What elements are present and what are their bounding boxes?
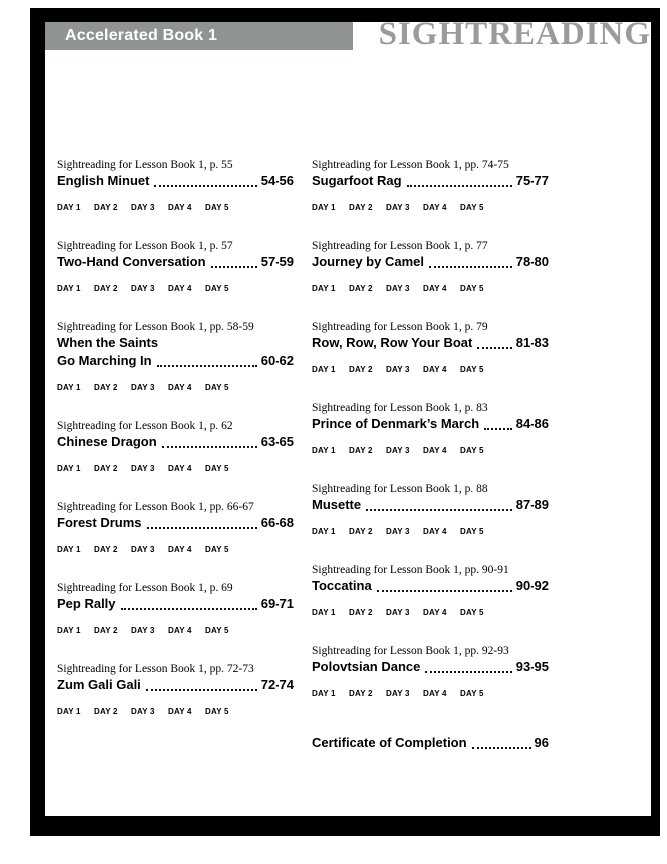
day-3-label: DAY 3 bbox=[131, 707, 155, 716]
entry-caption: Sightreading for Lesson Book 1, pp. 92-93 bbox=[312, 645, 509, 657]
day-5-label: DAY 5 bbox=[205, 545, 229, 554]
entry-title-row bbox=[312, 415, 549, 433]
entry-caption: Sightreading for Lesson Book 1, p. 55 bbox=[57, 159, 233, 171]
day-1-label: DAY 1 bbox=[57, 545, 81, 554]
day-3-label: DAY 3 bbox=[386, 365, 410, 374]
entry-caption: Sightreading for Lesson Book 1, p. 83 bbox=[312, 402, 488, 414]
day-4-label: DAY 4 bbox=[168, 203, 192, 212]
entry-titles bbox=[57, 253, 294, 271]
day-4-label: DAY 4 bbox=[423, 527, 447, 536]
day-5-label: DAY 5 bbox=[460, 689, 484, 698]
toc-column-right bbox=[312, 158, 549, 752]
toc-body bbox=[57, 158, 549, 752]
entry-caption: Sightreading for Lesson Book 1, p. 77 bbox=[312, 240, 488, 252]
day-1-label: DAY 1 bbox=[312, 608, 336, 617]
toc-entry bbox=[57, 419, 294, 473]
day-4-label: DAY 4 bbox=[168, 707, 192, 716]
toc-entry bbox=[312, 482, 549, 536]
toc-entry bbox=[312, 401, 549, 455]
entry-title-row bbox=[57, 433, 294, 451]
day-3-label: DAY 3 bbox=[131, 464, 155, 473]
day-2-label: DAY 2 bbox=[94, 626, 118, 635]
entry-title: English Minuet bbox=[57, 173, 150, 188]
entry-title: Go Marching In bbox=[57, 353, 152, 368]
day-1-label: DAY 1 bbox=[312, 527, 336, 536]
dot-leader bbox=[154, 185, 256, 187]
day-3-label: DAY 3 bbox=[131, 383, 155, 392]
entry-pages: 96 bbox=[534, 735, 549, 750]
entry-pages: 57-59 bbox=[260, 254, 294, 269]
day-3-label: DAY 3 bbox=[386, 203, 410, 212]
entry-caption: Sightreading for Lesson Book 1, pp. 90-91 bbox=[312, 564, 509, 576]
practice-days-row bbox=[312, 446, 549, 455]
entry-pages: 66-68 bbox=[260, 515, 294, 530]
entry-title-row bbox=[57, 253, 294, 271]
entry-titles bbox=[312, 172, 549, 190]
entry-pages: 84-86 bbox=[515, 416, 549, 431]
day-1-label: DAY 1 bbox=[57, 464, 81, 473]
entry-titles bbox=[312, 496, 549, 514]
practice-days-row bbox=[57, 464, 294, 473]
day-4-label: DAY 4 bbox=[423, 446, 447, 455]
entry-caption: Sightreading for Lesson Book 1, p. 88 bbox=[312, 483, 488, 495]
entry-title: Journey by Camel bbox=[312, 254, 424, 269]
dot-leader bbox=[477, 347, 511, 349]
toc-column-left bbox=[57, 158, 294, 752]
entry-pages: 78-80 bbox=[515, 254, 549, 269]
day-5-label: DAY 5 bbox=[460, 284, 484, 293]
entry-titles bbox=[57, 676, 294, 694]
entry-title-row bbox=[312, 658, 549, 676]
day-1-label: DAY 1 bbox=[57, 203, 81, 212]
day-5-label: DAY 5 bbox=[460, 446, 484, 455]
day-1-label: DAY 1 bbox=[57, 626, 81, 635]
toc-entry bbox=[57, 662, 294, 716]
day-2-label: DAY 2 bbox=[349, 689, 373, 698]
day-5-label: DAY 5 bbox=[205, 464, 229, 473]
entry-pages: 81-83 bbox=[515, 335, 549, 350]
entry-caption: Sightreading for Lesson Book 1, pp. 58-59 bbox=[57, 321, 254, 333]
toc-entry bbox=[57, 500, 294, 554]
day-4-label: DAY 4 bbox=[168, 626, 192, 635]
day-1-label: DAY 1 bbox=[312, 284, 336, 293]
day-3-label: DAY 3 bbox=[386, 527, 410, 536]
day-4-label: DAY 4 bbox=[423, 689, 447, 698]
practice-days-row bbox=[57, 203, 294, 212]
practice-days-row bbox=[57, 284, 294, 293]
day-3-label: DAY 3 bbox=[386, 284, 410, 293]
day-3-label: DAY 3 bbox=[131, 203, 155, 212]
toc-entry bbox=[312, 239, 549, 293]
day-2-label: DAY 2 bbox=[349, 284, 373, 293]
entry-titles bbox=[312, 415, 549, 433]
dot-leader bbox=[121, 608, 257, 610]
day-4-label: DAY 4 bbox=[168, 383, 192, 392]
day-1-label: DAY 1 bbox=[312, 365, 336, 374]
practice-days-row bbox=[312, 608, 549, 617]
day-5-label: DAY 5 bbox=[460, 365, 484, 374]
entry-title: Musette bbox=[312, 497, 362, 512]
day-5-label: DAY 5 bbox=[205, 707, 229, 716]
entry-title: Sugarfoot Rag bbox=[312, 173, 402, 188]
practice-days-row bbox=[312, 527, 549, 536]
day-5-label: DAY 5 bbox=[460, 608, 484, 617]
day-5-label: DAY 5 bbox=[205, 626, 229, 635]
entry-title: Forest Drums bbox=[57, 515, 142, 530]
entry-caption: Sightreading for Lesson Book 1, pp. 72-73 bbox=[57, 663, 254, 675]
day-3-label: DAY 3 bbox=[386, 689, 410, 698]
day-3-label: DAY 3 bbox=[131, 545, 155, 554]
practice-days-row bbox=[57, 707, 294, 716]
entry-title: Polovtsian Dance bbox=[312, 659, 421, 674]
entry-title-row bbox=[57, 676, 294, 694]
day-1-label: DAY 1 bbox=[57, 284, 81, 293]
toc-entry bbox=[312, 644, 549, 698]
toc-entry bbox=[57, 581, 294, 635]
practice-days-row bbox=[312, 284, 549, 293]
entry-titles bbox=[57, 172, 294, 190]
practice-days-row bbox=[57, 383, 294, 392]
dot-leader bbox=[211, 266, 257, 268]
day-3-label: DAY 3 bbox=[386, 608, 410, 617]
entry-titles bbox=[312, 334, 549, 352]
day-4-label: DAY 4 bbox=[423, 608, 447, 617]
entry-title: Two-Hand Conversation bbox=[57, 254, 206, 269]
entry-title-row bbox=[312, 172, 549, 190]
entry-pages: 93-95 bbox=[515, 659, 549, 674]
series-title: SIGHTREADING bbox=[378, 16, 651, 52]
practice-days-row bbox=[57, 626, 294, 635]
page-inner bbox=[45, 16, 651, 816]
entry-caption: Sightreading for Lesson Book 1, p. 79 bbox=[312, 321, 488, 333]
entry-caption: Sightreading for Lesson Book 1, pp. 66-67 bbox=[57, 501, 254, 513]
entry-title-row bbox=[312, 496, 549, 514]
entry-title-row bbox=[312, 734, 549, 752]
day-2-label: DAY 2 bbox=[94, 464, 118, 473]
toc-entry bbox=[312, 320, 549, 374]
entry-title: Chinese Dragon bbox=[57, 434, 157, 449]
day-1-label: DAY 1 bbox=[312, 689, 336, 698]
dot-leader bbox=[377, 590, 512, 592]
entry-title: Row, Row, Row Your Boat bbox=[312, 335, 473, 350]
entry-pages: 63-65 bbox=[260, 434, 294, 449]
day-5-label: DAY 5 bbox=[205, 383, 229, 392]
practice-days-row bbox=[312, 365, 549, 374]
toc-entry bbox=[57, 158, 294, 212]
entry-pages: 87-89 bbox=[515, 497, 549, 512]
dot-leader bbox=[429, 266, 512, 268]
day-2-label: DAY 2 bbox=[349, 527, 373, 536]
entry-pages: 60-62 bbox=[260, 353, 294, 368]
toc-entry bbox=[312, 563, 549, 617]
entry-pages: 72-74 bbox=[260, 677, 294, 692]
dot-leader bbox=[472, 747, 531, 749]
dot-leader bbox=[162, 446, 257, 448]
dot-leader bbox=[366, 509, 512, 511]
day-4-label: DAY 4 bbox=[168, 545, 192, 554]
day-2-label: DAY 2 bbox=[94, 707, 118, 716]
entry-title-row bbox=[312, 253, 549, 271]
entry-title-row bbox=[312, 577, 549, 595]
entry-title: Certificate of Completion bbox=[312, 735, 467, 750]
book-label-strip bbox=[45, 22, 353, 50]
dot-leader bbox=[146, 689, 257, 691]
entry-title-row bbox=[57, 595, 294, 613]
dot-leader bbox=[147, 527, 257, 529]
day-5-label: DAY 5 bbox=[460, 203, 484, 212]
entry-title-row bbox=[57, 514, 294, 532]
entry-title: Toccatina bbox=[312, 578, 372, 593]
dot-leader bbox=[157, 365, 257, 367]
toc-entry bbox=[312, 158, 549, 212]
entry-titles bbox=[57, 595, 294, 613]
entry-title: Zum Gali Gali bbox=[57, 677, 141, 692]
toc-entry bbox=[57, 320, 294, 392]
day-5-label: DAY 5 bbox=[205, 203, 229, 212]
day-4-label: DAY 4 bbox=[168, 284, 192, 293]
toc-entry bbox=[57, 239, 294, 293]
practice-days-row bbox=[57, 545, 294, 554]
day-2-label: DAY 2 bbox=[349, 608, 373, 617]
day-1-label: DAY 1 bbox=[312, 446, 336, 455]
day-4-label: DAY 4 bbox=[168, 464, 192, 473]
entry-pages: 54-56 bbox=[260, 173, 294, 188]
certificate-entry bbox=[312, 734, 549, 752]
day-5-label: DAY 5 bbox=[205, 284, 229, 293]
entry-titles bbox=[57, 433, 294, 451]
practice-days-row bbox=[312, 203, 549, 212]
day-2-label: DAY 2 bbox=[349, 446, 373, 455]
entry-pages: 90-92 bbox=[515, 578, 549, 593]
day-5-label: DAY 5 bbox=[460, 527, 484, 536]
entry-title-row bbox=[312, 334, 549, 352]
entry-caption: Sightreading for Lesson Book 1, pp. 74-75 bbox=[312, 159, 509, 171]
day-3-label: DAY 3 bbox=[131, 626, 155, 635]
day-2-label: DAY 2 bbox=[94, 545, 118, 554]
day-2-label: DAY 2 bbox=[94, 284, 118, 293]
day-1-label: DAY 1 bbox=[57, 707, 81, 716]
day-2-label: DAY 2 bbox=[94, 203, 118, 212]
day-1-label: DAY 1 bbox=[57, 383, 81, 392]
entry-titles bbox=[312, 253, 549, 271]
entry-title-line: When the Saints bbox=[57, 335, 159, 350]
book-label: Accelerated Book 1 bbox=[65, 27, 218, 44]
day-2-label: DAY 2 bbox=[94, 383, 118, 392]
entry-title: Prince of Denmark’s March bbox=[312, 416, 480, 431]
page-border-frame bbox=[30, 8, 660, 836]
entry-titles bbox=[57, 514, 294, 532]
entry-title-row bbox=[57, 172, 294, 190]
dot-leader bbox=[425, 671, 511, 673]
entry-pages: 69-71 bbox=[260, 596, 294, 611]
day-1-label: DAY 1 bbox=[312, 203, 336, 212]
day-2-label: DAY 2 bbox=[349, 365, 373, 374]
entry-pages: 75-77 bbox=[515, 173, 549, 188]
entry-caption: Sightreading for Lesson Book 1, p. 69 bbox=[57, 582, 233, 594]
entry-titles bbox=[57, 334, 294, 370]
day-2-label: DAY 2 bbox=[349, 203, 373, 212]
entry-caption: Sightreading for Lesson Book 1, p. 57 bbox=[57, 240, 233, 252]
dot-leader bbox=[484, 428, 512, 430]
entry-title-row bbox=[57, 352, 294, 370]
day-4-label: DAY 4 bbox=[423, 365, 447, 374]
day-3-label: DAY 3 bbox=[386, 446, 410, 455]
entry-title: Pep Rally bbox=[57, 596, 116, 611]
practice-days-row bbox=[312, 689, 549, 698]
entry-titles bbox=[312, 577, 549, 595]
day-4-label: DAY 4 bbox=[423, 284, 447, 293]
entry-caption: Sightreading for Lesson Book 1, p. 62 bbox=[57, 420, 233, 432]
entry-titles bbox=[312, 658, 549, 676]
dot-leader bbox=[407, 185, 512, 187]
day-4-label: DAY 4 bbox=[423, 203, 447, 212]
day-3-label: DAY 3 bbox=[131, 284, 155, 293]
